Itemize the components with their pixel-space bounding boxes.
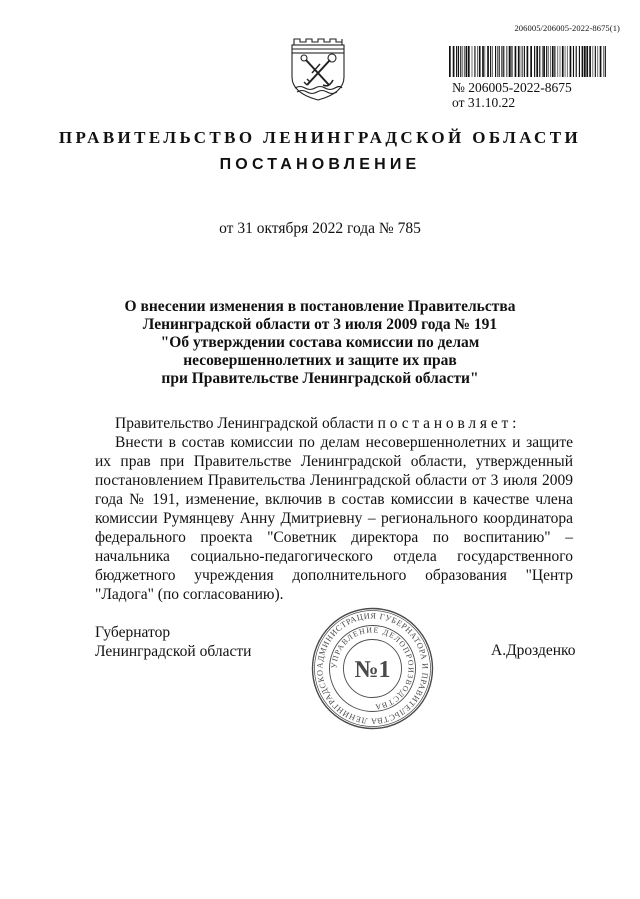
document-title — [0, 298, 640, 388]
official-seal — [310, 606, 435, 731]
barcode-bar — [503, 46, 504, 77]
title-line: при Правительстве Ленинградской области" — [161, 370, 479, 387]
barcode-bar — [552, 46, 554, 77]
signatory-position — [95, 623, 251, 661]
barcode-bar — [582, 46, 584, 77]
barcode-bar — [477, 46, 478, 77]
barcode-bar — [542, 46, 543, 77]
registration-number: № 206005-2022-8675 — [452, 80, 572, 95]
barcode-bar — [562, 46, 564, 77]
barcode-bar — [546, 46, 547, 77]
barcode-bar — [458, 46, 459, 77]
document-type-heading: ПОСТАНОВЛЕНИЕ — [219, 156, 421, 173]
barcode-bar — [515, 46, 517, 77]
barcode-bar — [521, 46, 522, 77]
coat-of-arms-icon — [282, 33, 354, 105]
barcode-bar — [518, 46, 520, 77]
title-line: несовершеннолетних и защите их прав — [183, 352, 457, 369]
barcode-bar — [579, 46, 580, 77]
registration-block — [452, 80, 572, 110]
signatory-position-line: Ленинградской области — [95, 643, 252, 660]
intro-prefix: Правительство Ленинградской области — [115, 415, 374, 432]
barcode-bar — [539, 46, 540, 77]
intro-verb: постановляет: — [377, 415, 521, 432]
barcode-bar — [460, 46, 461, 77]
barcode-bar — [543, 46, 545, 77]
barcode-bar — [472, 46, 473, 77]
barcode-bar — [485, 46, 486, 77]
barcode-bar — [482, 46, 484, 77]
resolution-intro — [95, 414, 573, 433]
barcode-bar — [567, 46, 568, 77]
barcode-bar — [598, 46, 599, 77]
barcode-bar — [595, 46, 596, 77]
barcode-bar — [554, 46, 555, 77]
barcode-bar — [527, 46, 529, 77]
document-body — [95, 414, 573, 604]
barcode-bar — [534, 46, 535, 77]
barcode-bar — [603, 46, 604, 77]
document-date-number: от 31 октября 2022 года № 785 — [219, 220, 421, 237]
barcode-bar — [487, 46, 489, 77]
title-line: "Об утверждении состава комиссии по делам — [160, 334, 480, 351]
authority-heading: ПРАВИТЕЛЬСТВО ЛЕНИНГРАДСКОЙ ОБЛАСТИ — [58, 128, 582, 147]
barcode-bar — [499, 46, 500, 77]
barcode-bar — [524, 46, 525, 77]
barcode-bar — [511, 46, 512, 77]
barcode-bar — [492, 46, 493, 77]
barcode-bar — [558, 46, 559, 77]
barcode-bar — [576, 46, 577, 77]
barcode-bar — [466, 46, 468, 77]
barcode-bar — [506, 46, 507, 77]
barcode-bar — [573, 46, 574, 77]
seal-center-number: №1 — [354, 657, 391, 683]
barcode-bar — [508, 46, 509, 77]
barcode-bar — [565, 46, 566, 77]
barcode-bar — [548, 46, 549, 77]
barcode-bar — [490, 46, 491, 77]
barcode-bar — [560, 46, 561, 77]
barcode-bar — [600, 46, 602, 77]
barcode-bar — [589, 46, 591, 77]
barcode — [448, 46, 608, 77]
barcode-bar — [509, 46, 511, 77]
barcode-bar — [497, 46, 498, 77]
barcode-bar — [522, 46, 523, 77]
barcode-bar — [586, 46, 588, 77]
resolution-paragraph: Внести в состав комиссии по делам несовершеннолетних и защите их прав при Правительстве Ленинградской области, утвержденный постановлением Правительства Ленинградской области от 3 июля 2009 года № 191, изменение, включив в состав комиссии в качестве члена комиссии Румянцеву Анну Дмитриевну – регионального координатора федерального проекта "Советник директора по воспитанию" – начальника социально-педагогического отдела государственного бюджетного учреждения дополнительного образования "Центр "Ладога" (по согласованию). — [95, 434, 573, 603]
barcode-bar — [474, 46, 475, 77]
barcode-bar — [536, 46, 538, 77]
barcode-bar — [464, 46, 465, 77]
barcode-bar — [593, 46, 594, 77]
signatory-name: А.Дрозденко — [491, 642, 576, 659]
title-line: О внесении изменения в постановление Правительства — [124, 298, 516, 315]
barcode-bar — [449, 46, 451, 77]
barcode-bar — [495, 46, 496, 77]
document-reference: 206005/206005-2022-8675(1) — [514, 23, 620, 33]
barcode-bar — [468, 46, 470, 77]
barcode-bar — [501, 46, 502, 77]
barcode-bar — [570, 46, 572, 77]
title-line: Ленинградской области от 3 июля 2009 года № 191 — [142, 316, 498, 333]
seal-inner-text: УПРАВЛЕНИЕ ДЕЛОПРОИЗВОДСТВА — [329, 625, 416, 712]
barcode-bar — [550, 46, 551, 77]
signatory-position-line: Губернатор — [95, 624, 171, 641]
barcode-bar — [605, 46, 606, 77]
registration-date: от 31.10.22 — [452, 95, 516, 110]
barcode-bar — [453, 46, 455, 77]
barcode-bar — [479, 46, 481, 77]
barcode-bar — [456, 46, 457, 77]
barcode-bar — [584, 46, 586, 77]
seal-outer-text: АДМИНИСТРАЦИЯ ГУБЕРНАТОРА И ПРАВИТЕЛЬСТВА ЛЕНИНГРАДСКО — [315, 611, 430, 726]
barcode-bar — [463, 46, 464, 77]
barcode-bar — [530, 46, 532, 77]
